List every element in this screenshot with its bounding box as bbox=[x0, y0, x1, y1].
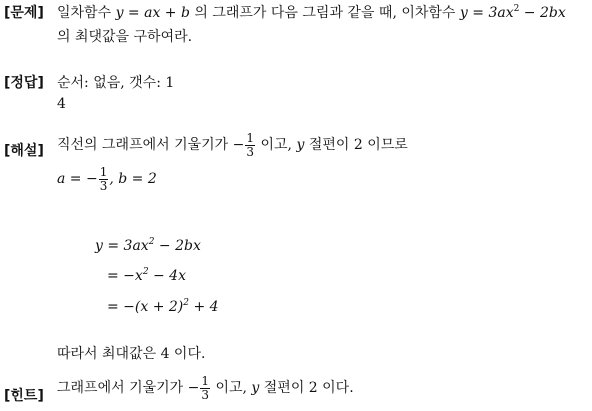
hint-text-a: 그래프에서 기울기가 bbox=[57, 380, 184, 397]
explanation-text-b: 이고, bbox=[260, 137, 292, 154]
equation-2-head: = −x bbox=[107, 268, 143, 284]
equation-line-2 bbox=[107, 268, 186, 284]
explanation-label: [해설] bbox=[4, 143, 44, 159]
explanation-text-a: 직선의 그래프에서 기울기가 bbox=[57, 137, 229, 154]
negative-sign: − bbox=[232, 137, 245, 154]
hint-fraction bbox=[200, 375, 210, 401]
answer-value: 4 bbox=[57, 96, 66, 112]
equation-1-head: y = 3ax bbox=[95, 238, 149, 254]
hint-text-b: 이고, bbox=[215, 380, 247, 397]
fraction-denominator: 3 bbox=[99, 178, 108, 193]
problem-text-a: 일차함수 bbox=[57, 5, 112, 21]
answer-order-text: 순서: 없음, 갯수: 1 bbox=[57, 75, 175, 91]
explanation-text-c: 절편이 2 이므로 bbox=[308, 137, 408, 154]
linear-function: y = ax + b bbox=[115, 5, 190, 21]
equation-3-head: = −(x + 2) bbox=[107, 299, 184, 315]
y-variable: y bbox=[296, 137, 305, 154]
hint-text-c: 절편이 2 이다. bbox=[263, 380, 354, 397]
exponent: 2 bbox=[142, 267, 149, 277]
slope-fraction bbox=[245, 132, 255, 158]
exponent: 2 bbox=[183, 298, 190, 308]
fraction-denominator: 3 bbox=[201, 387, 209, 402]
negative-sign: − bbox=[187, 380, 200, 397]
hint-line bbox=[57, 375, 354, 401]
equation-2-tail: − 4x bbox=[148, 268, 186, 284]
problem-label: [문제] bbox=[4, 5, 44, 21]
problem-line-2: 의 최댓값을 구하여라. bbox=[57, 29, 193, 45]
explanation-line-1 bbox=[57, 132, 408, 158]
hint-label: [힌트] bbox=[4, 388, 44, 404]
fraction-denominator: 3 bbox=[246, 144, 255, 159]
problem-line-1 bbox=[57, 2, 566, 22]
a-equation: a = − bbox=[57, 171, 98, 188]
quadratic-function-tail: − 2bx bbox=[519, 5, 566, 21]
exponent: 2 bbox=[148, 237, 155, 247]
b-equation: , b = 2 bbox=[109, 171, 157, 188]
equation-3-tail: + 4 bbox=[189, 299, 219, 315]
explanation-line-2 bbox=[57, 166, 157, 192]
equation-line-3 bbox=[107, 299, 219, 315]
equation-1-tail: − 2bx bbox=[154, 238, 201, 254]
quadratic-function-head: y = 3ax bbox=[459, 5, 514, 21]
fraction-numerator: 1 bbox=[201, 374, 209, 388]
problem-text-b: 의 그래프가 다음 그림과 같을 때, 이차함수 bbox=[194, 5, 456, 21]
fraction-numerator: 1 bbox=[99, 165, 108, 179]
explanation-conclusion: 따라서 최대값은 4 이다. bbox=[57, 346, 206, 362]
exponent: 2 bbox=[513, 4, 520, 14]
equation-line-1 bbox=[95, 238, 201, 254]
answer-label: [정답] bbox=[4, 75, 44, 91]
a-fraction bbox=[99, 166, 109, 192]
y-variable: y bbox=[251, 380, 260, 397]
fraction-numerator: 1 bbox=[246, 131, 255, 145]
